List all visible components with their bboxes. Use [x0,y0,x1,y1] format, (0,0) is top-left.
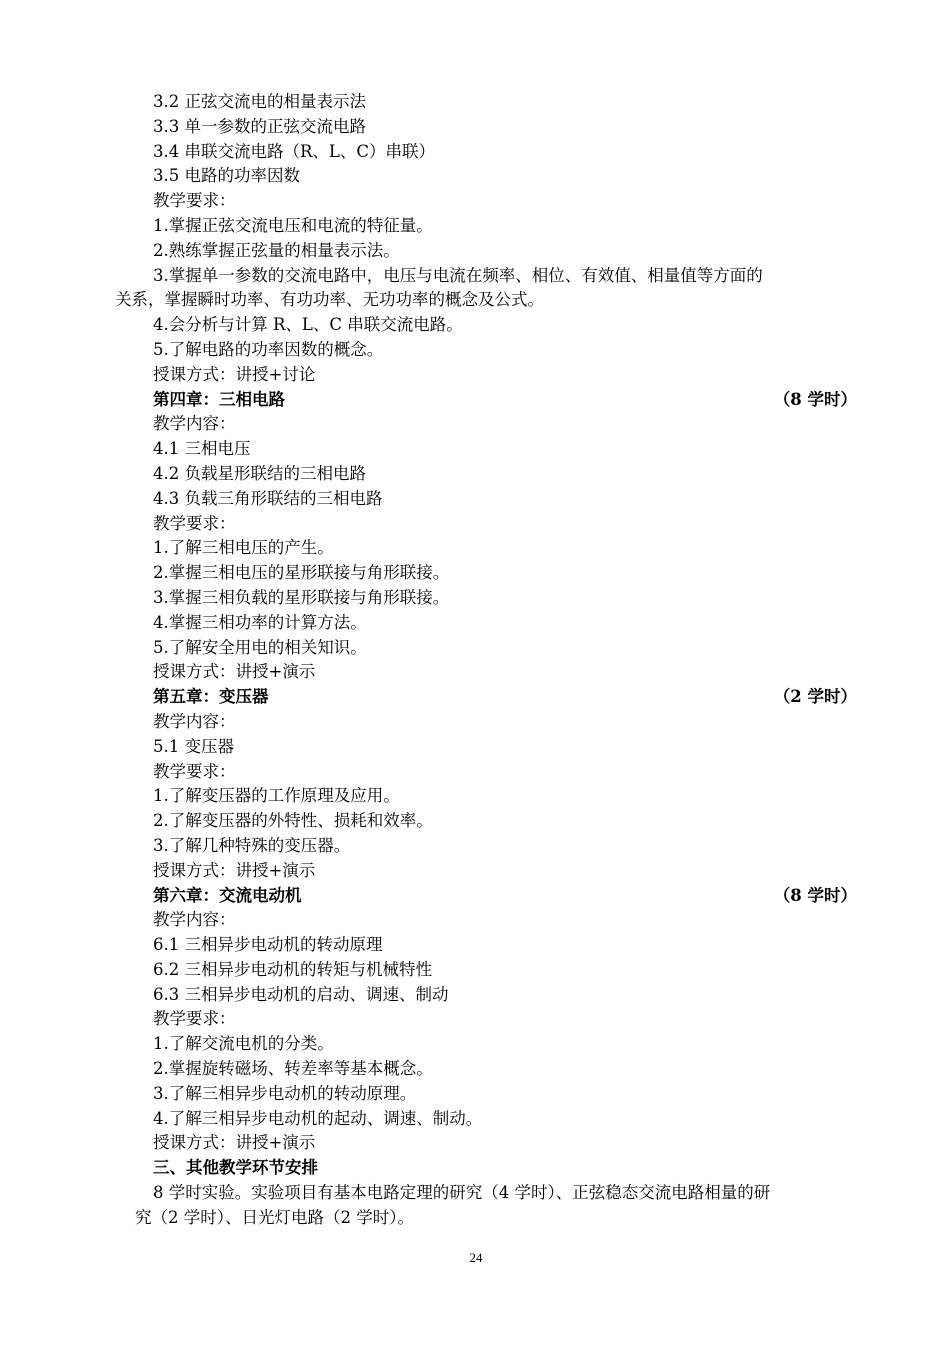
text-line: 授课方式：讲授+演示 [153,860,316,880]
chapter-6-heading [115,884,865,909]
chapter-4-heading [115,388,865,413]
text-line: 1.了解变压器的工作原理及应用。 [153,786,400,806]
text-line: 6.2 三相异步电动机的转矩与机械特性 [153,959,432,979]
text-line: 3.了解几种特殊的变压器。 [153,835,351,855]
chapter-title: 第五章：变压器 [153,687,269,707]
text-line: 3.3 单一参数的正弦交流电路 [153,116,366,136]
text-line: 教学要求： [153,761,236,781]
text-line: 3.2 正弦交流电的相量表示法 [153,92,366,111]
text-line: 3.4 串联交流电路（R、L、C）串联） [153,141,435,161]
text-line: 2.掌握旋转磁场、转差率等基本概念。 [153,1059,433,1079]
text-line: 3.掌握单一参数的交流电路中，电压与电流在频率、相位、有效值、相量值等方面的 [153,265,763,285]
text-line: 3.5 电路的功率因数 [153,166,300,186]
text-line: 4.2 负载星形联结的三相电路 [153,463,366,483]
chapter-hours: （8 学时） [773,389,857,409]
paragraph-line: 究（2 学时）、日光灯电路（2 学时）。 [135,1207,414,1227]
text-line: 6.3 三相异步电动机的启动、调速、制动 [153,984,449,1004]
chapter-5-heading [115,685,865,710]
text-line: 4.掌握三相功率的计算方法。 [153,612,367,632]
text-line: 教学要求： [153,513,236,533]
chapter-hours: （8 学时） [773,885,857,905]
text-line: 关系，掌握瞬时功率、有功功率、无功功率的概念及公式。 [115,290,544,310]
text-line: 教学内容： [153,910,236,930]
text-line: 教学要求： [153,1009,236,1029]
paragraph-line: 8 学时实验。实验项目有基本电路定理的研究（4 学时）、正弦稳态交流电路相量的研 [153,1183,771,1203]
text-line: 3.了解三相异步电动机的转动原理。 [153,1083,417,1103]
text-line: 1.了解交流电机的分类。 [153,1034,334,1054]
text-line: 5.了解电路的功率因数的概念。 [153,339,384,359]
text-line: 教学要求： [153,191,236,211]
text-line: 4.1 三相电压 [153,439,251,459]
text-line: 2.熟练掌握正弦量的相量表示法。 [153,240,400,260]
page-number: 24 [469,1250,483,1265]
text-line: 4.3 负载三角形联结的三相电路 [153,488,383,508]
text-line: 4.会分析与计算 R、L、C 串联交流电路。 [153,315,463,335]
text-line: 1.了解三相电压的产生。 [153,538,334,558]
text-line: 1.掌握正弦交流电压和电流的特征量。 [153,215,433,235]
text-line: 6.1 三相异步电动机的转动原理 [153,935,383,955]
text-line: 5.了解安全用电的相关知识。 [153,637,367,657]
text-line: 授课方式：讲授+演示 [153,662,316,682]
page-content [115,90,865,1231]
chapter-hours: （2 学时） [773,687,857,707]
text-line: 授课方式：讲授+演示 [153,1133,316,1153]
text-line: 授课方式：讲授+讨论 [153,364,316,384]
text-line: 教学内容： [153,711,236,731]
text-line: 2.掌握三相电压的星形联接与角形联接。 [153,563,450,583]
section-3-heading: 三、其他教学环节安排 [153,1158,318,1178]
chapter-title: 第六章：交流电动机 [153,885,302,905]
text-line: 教学内容： [153,414,236,434]
text-line: 4.了解三相异步电动机的起动、调速、制动。 [153,1108,483,1128]
text-line: 2.了解变压器的外特性、损耗和效率。 [153,811,433,831]
text-line: 3.掌握三相负载的星形联接与角形联接。 [153,587,450,607]
text-line: 5.1 变压器 [153,736,234,756]
chapter-title: 第四章：三相电路 [153,389,285,409]
